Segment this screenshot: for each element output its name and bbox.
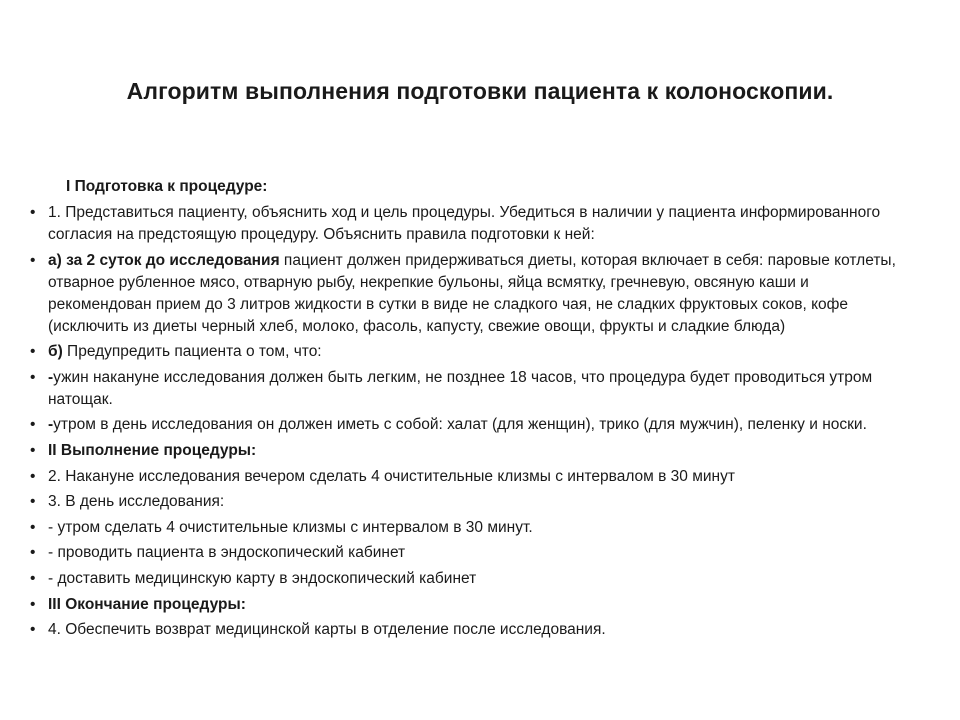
item-lead: - (48, 368, 54, 386)
bullet-icon: • (30, 416, 36, 434)
bullet-icon: • (30, 251, 36, 269)
item-lead: б) (48, 343, 63, 361)
item-text: 1. Представиться пациенту, объяснить ход и цель процедуры. Убедиться в наличии у пациента информированного согласия на предстоящую процедуру. Объяснить правила подготовки к ней: (48, 204, 881, 243)
list-item (30, 367, 900, 411)
bullet-icon: • (30, 204, 36, 221)
section-header-execution: II Выполнение процедуры: (48, 441, 257, 459)
section-header-completion: III Окончание процедуры: (48, 595, 246, 613)
item-text: - проводить пациента в эндоскопический кабинет (48, 544, 406, 562)
list-item (30, 202, 900, 246)
bullet-icon: • (30, 493, 36, 511)
steps-list (30, 202, 900, 645)
list-item (30, 250, 900, 338)
list-item (30, 491, 900, 513)
item-text: - доставить медицинскую карту в эндоскопический кабинет (48, 569, 477, 587)
item-text: утром в день исследования он должен иметь с собой: халат (для женщин), трико (для мужчин), пеленку и носки. (53, 416, 867, 434)
item-lead: - (48, 416, 54, 434)
bullet-icon: • (30, 595, 36, 613)
item-lead: а) за 2 суток до исследования (48, 251, 280, 269)
item-text: ужин накануне исследования должен быть легким, не позднее 18 часов, что процедура будет проводиться утром натощак. (48, 368, 873, 408)
list-item (30, 440, 900, 462)
list-item (30, 414, 900, 436)
item-text: Предупредить пациента о том, что: (62, 343, 322, 361)
bullet-icon: • (30, 441, 36, 459)
page-title: Алгоритм выполнения подготовки пациента к колоноскопии. (126, 78, 834, 104)
list-item (30, 594, 900, 616)
section-header-preparation: I Подготовка к процедуре: (66, 178, 268, 195)
list-item (30, 517, 900, 539)
bullet-icon: • (30, 518, 36, 536)
bullet-icon: • (30, 467, 36, 485)
item-text: 3. В день исследования: (48, 493, 225, 511)
bullet-icon: • (30, 569, 36, 587)
bullet-icon: • (30, 343, 36, 361)
item-text: 2. Накануне исследования вечером сделать 4 очистительные клизмы с интервалом в 30 минут (48, 467, 735, 485)
list-item (30, 542, 900, 564)
item-text: - утром сделать 4 очистительные клизмы с интервалом в 30 минут. (48, 518, 533, 536)
item-text: 4. Обеспечить возврат медицинской карты в отделение после исследования. (48, 621, 606, 639)
item-text: пациент должен придерживаться диеты, которая включает в себя: паровые котлеты, отварное рубленное мясо, отварную рыбу, некрепкие бульоны, яйца всмятку, гречневую, овсяную каши и рекомендован прием до 3 литров жидкости в сутки в виде не сладкого чая, не сладких фруктовых соков, кофе (исключить из диеты черный хлеб, молоко, фасоль, капусту, свежие овощи, фрукты и сладкие блюда) (48, 251, 896, 335)
bullet-icon: • (30, 621, 36, 639)
list-item (30, 568, 900, 590)
bullet-icon: • (30, 368, 36, 386)
list-item (30, 341, 900, 363)
list-item (30, 619, 900, 641)
list-item (30, 466, 900, 488)
bullet-icon: • (30, 544, 36, 562)
